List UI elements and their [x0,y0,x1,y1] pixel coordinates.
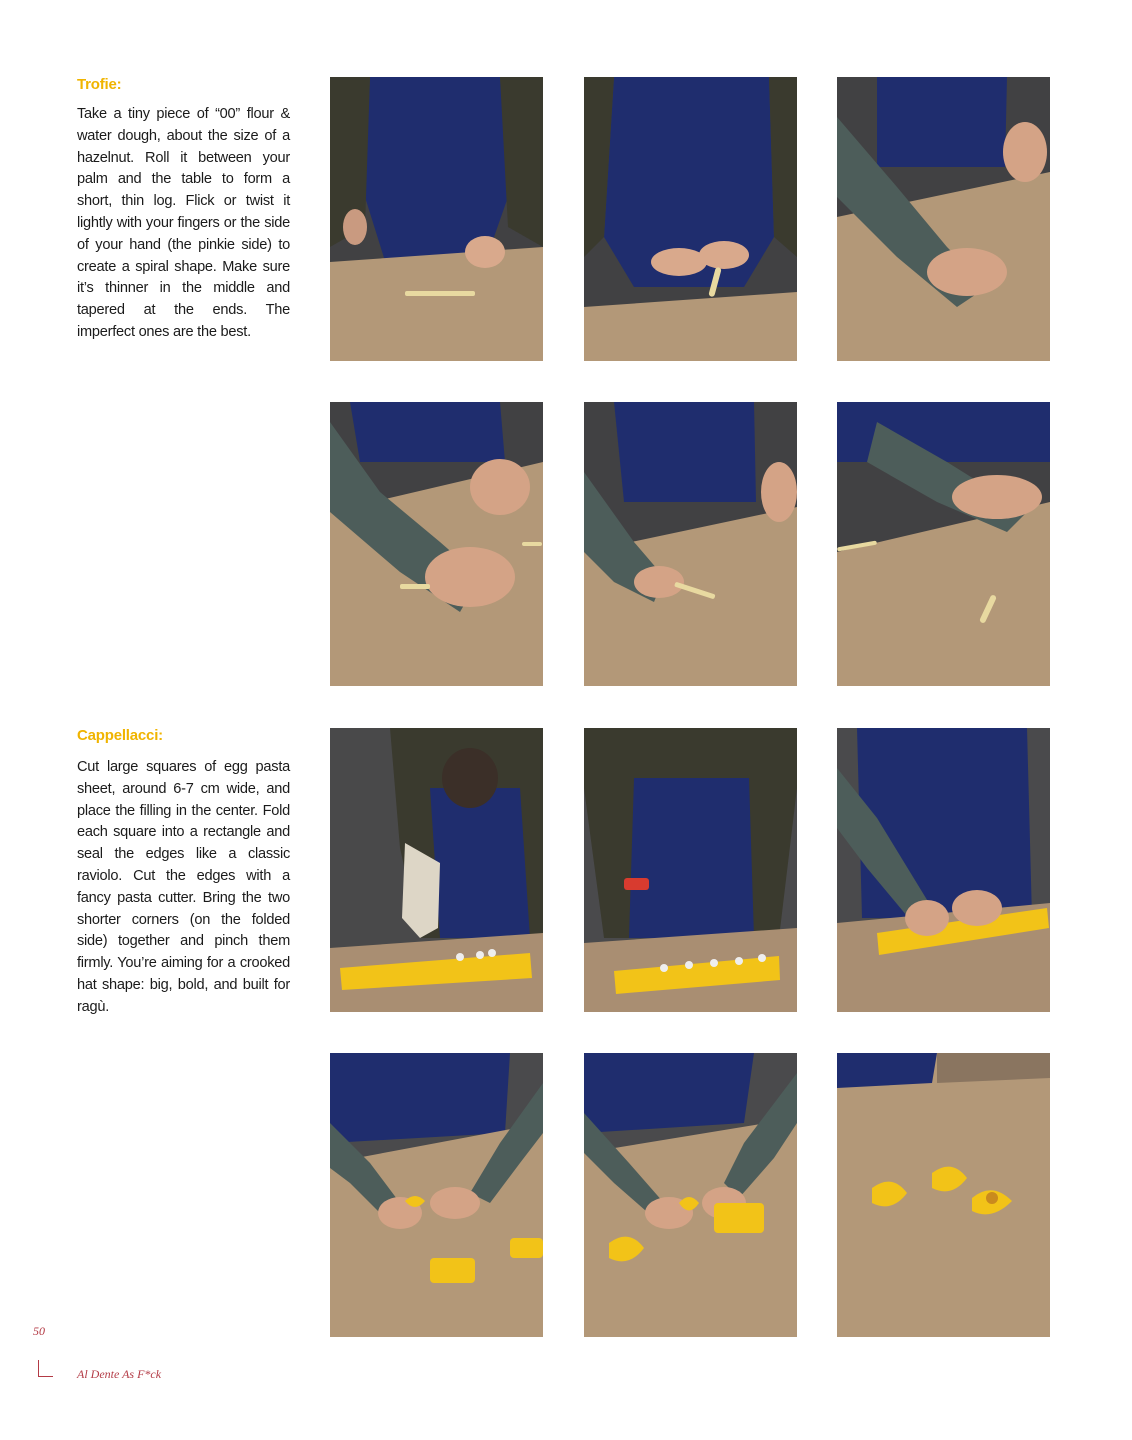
photo-trofie-step-1 [330,77,543,361]
photo-cappellacci-step-6 [837,1053,1050,1337]
cappellacci-instructions: Cut large squares of egg pasta sheet, around 6-7 cm wide, and place the filling in the center. Fold each square into a rectangle and seal the edges like a classic raviolo. Cut the edges with a fancy pasta cutter. Bring the two shorter corners (on the folded side) together and pinch them firmly. You’re aiming for a crooked hat shape: big, bold, and built for ragù. [77,759,290,1015]
trofie-heading: Trofie: [77,76,122,93]
photo-cappellacci-step-1 [330,728,543,1012]
trofie-instructions: Take a tiny piece of “00” flour & water dough, about the size of a hazelnut. Roll it between your palm and the table to form a short, thin log. Flick or twist it lightly with your fingers or the side of your hand (the pinkie side) to create a spiral shape. Make sure it’s thinner in the middle and tapered at the ends. The imperfect ones are the best. [77,106,290,340]
photo-trofie-step-2 [584,77,797,361]
photo-cappellacci-step-5 [584,1053,797,1337]
photo-trofie-step-6 [837,402,1050,686]
photo-cappellacci-step-2 [584,728,797,1012]
photo-cappellacci-step-4 [330,1053,543,1337]
photo-trofie-step-5 [584,402,797,686]
photo-cappellacci-step-3 [837,728,1050,1012]
photo-trofie-step-3 [837,77,1050,361]
cappellacci-heading: Cappellacci: [77,727,163,744]
book-title: Al Dente As F*ck [77,1367,162,1381]
page-number: 50 [33,1324,45,1338]
corner-mark [38,1360,53,1377]
photo-trofie-step-4 [330,402,543,686]
